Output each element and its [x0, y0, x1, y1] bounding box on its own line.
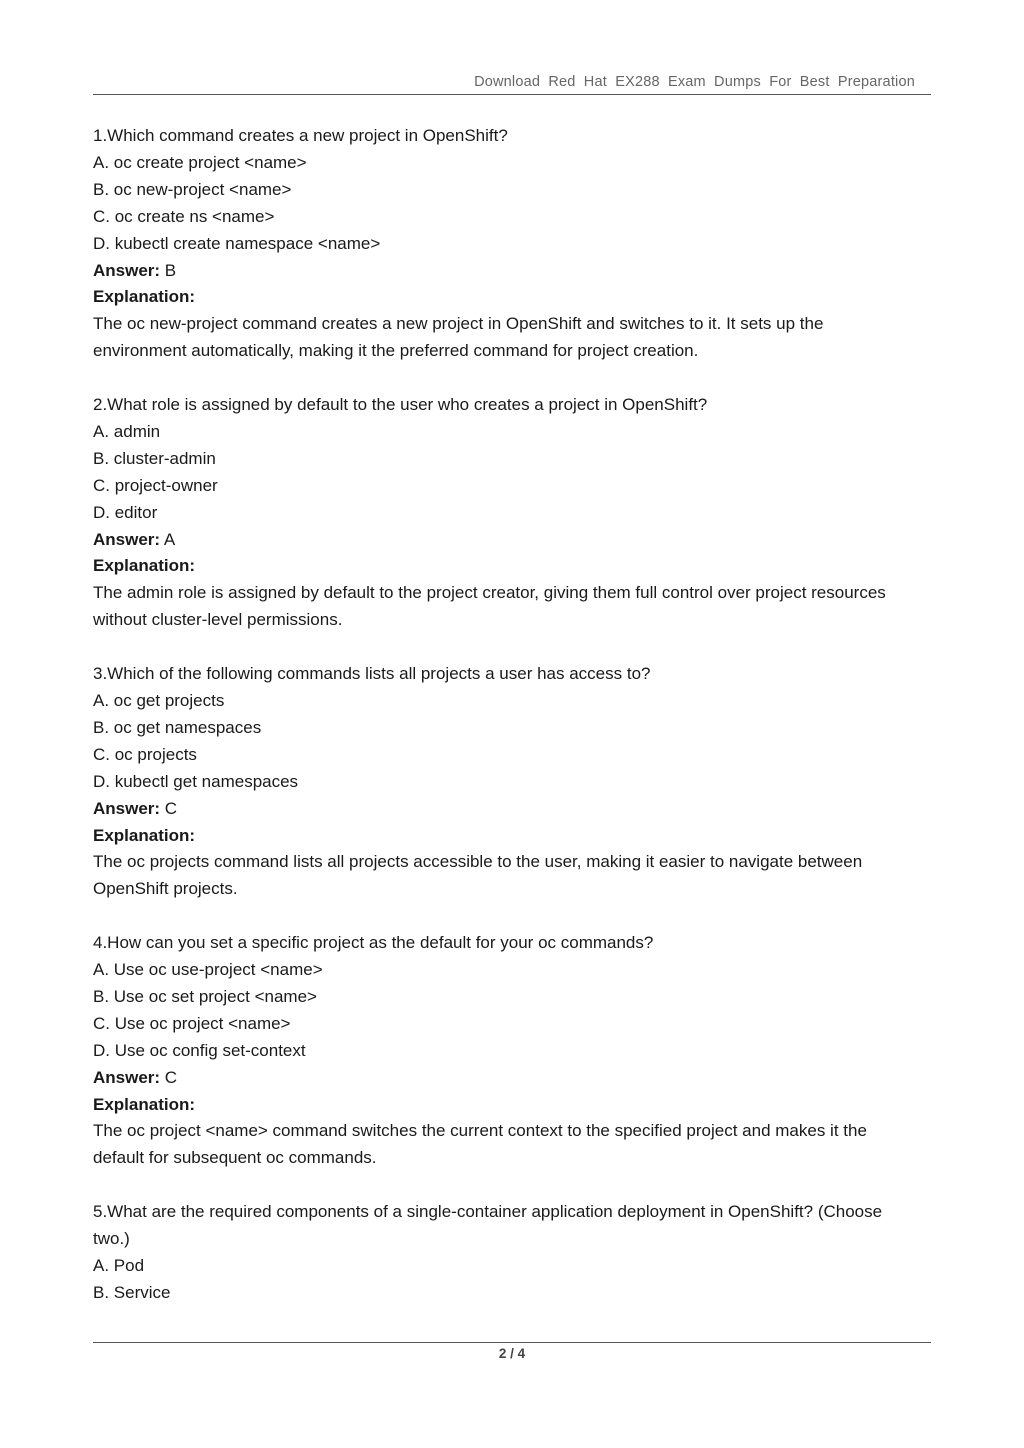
header-title: Download Red Hat EX288 Exam Dumps For Best Preparation	[474, 74, 915, 90]
question-text: two.)	[93, 1229, 130, 1249]
question-block	[93, 1199, 933, 1307]
option-c: C. Use oc project <name>	[93, 1013, 291, 1033]
option-b: B. Use oc set project <name>	[93, 986, 317, 1006]
explanation-text: without cluster-level permissions.	[93, 610, 343, 630]
answer-line	[93, 796, 933, 823]
answer-label: Answer:	[93, 798, 161, 818]
option-b: B. cluster-admin	[93, 448, 216, 468]
page-number: 2 / 4	[498, 1346, 526, 1361]
explanation-text: The oc project <name> command switches the current context to the specified project and makes it the	[93, 1121, 867, 1141]
answer-value: A	[160, 529, 176, 549]
explanation-label: Explanation:	[93, 1094, 196, 1114]
option-a: A. Use oc use-project <name>	[93, 960, 323, 980]
question-text: 4.How can you set a specific project as the default for your oc commands?	[93, 933, 654, 953]
answer-label: Answer:	[93, 529, 161, 549]
explanation-label: Explanation:	[93, 825, 196, 845]
option-c: C. project-owner	[93, 475, 218, 495]
question-text: 2.What role is assigned by default to the user who creates a project in OpenShift?	[93, 395, 708, 415]
explanation-label: Explanation:	[93, 556, 196, 576]
answer-label: Answer:	[93, 1067, 161, 1087]
answer-line	[93, 1065, 933, 1092]
option-b: B. Service	[93, 1282, 171, 1302]
explanation-text: The oc new-project command creates a new project in OpenShift and switches to it. It sets up the	[93, 314, 824, 334]
question-text: 1.Which command creates a new project in OpenShift?	[93, 126, 508, 145]
answer-line	[93, 527, 933, 554]
option-a: A. oc get projects	[93, 691, 225, 710]
question-block	[93, 661, 933, 903]
answer-line	[93, 258, 933, 285]
option-c: C. oc create ns <name>	[93, 206, 275, 226]
explanation-label: Explanation:	[93, 287, 196, 307]
option-d: D. kubectl create namespace <name>	[93, 233, 381, 253]
page-header	[93, 72, 931, 95]
option-b: B. oc new-project <name>	[93, 179, 292, 199]
answer-label: Answer:	[93, 260, 161, 280]
option-a: A. admin	[93, 421, 161, 441]
question-block	[93, 392, 933, 634]
answer-value: B	[160, 260, 177, 280]
option-d: D. editor	[93, 502, 158, 522]
explanation-text: The admin role is assigned by default to the project creator, giving them full control over project resources	[93, 583, 886, 603]
question-text: 5.What are the required components of a single-container application deployment in OpenShift? (Choose	[93, 1202, 883, 1222]
explanation-text: OpenShift projects.	[93, 879, 238, 899]
footer-divider	[93, 1342, 931, 1343]
question-block	[93, 123, 933, 365]
option-a: A. oc create project <name>	[93, 152, 307, 172]
option-c: C. oc projects	[93, 744, 197, 764]
option-a: A. Pod	[93, 1256, 145, 1275]
explanation-text: default for subsequent oc commands.	[93, 1148, 377, 1168]
question-text: 3.Which of the following commands lists all projects a user has access to?	[93, 664, 651, 684]
answer-value: C	[160, 1067, 178, 1087]
option-d: D. kubectl get namespaces	[93, 771, 299, 791]
explanation-text: environment automatically, making it the preferred command for project creation.	[93, 341, 699, 361]
option-d: D. Use oc config set-context	[93, 1040, 306, 1060]
option-b: B. oc get namespaces	[93, 717, 262, 737]
explanation-text: The oc projects command lists all projects accessible to the user, making it easier to navigate between	[93, 852, 863, 872]
answer-value: C	[160, 798, 178, 818]
question-block	[93, 930, 933, 1172]
page-content	[93, 123, 933, 1307]
